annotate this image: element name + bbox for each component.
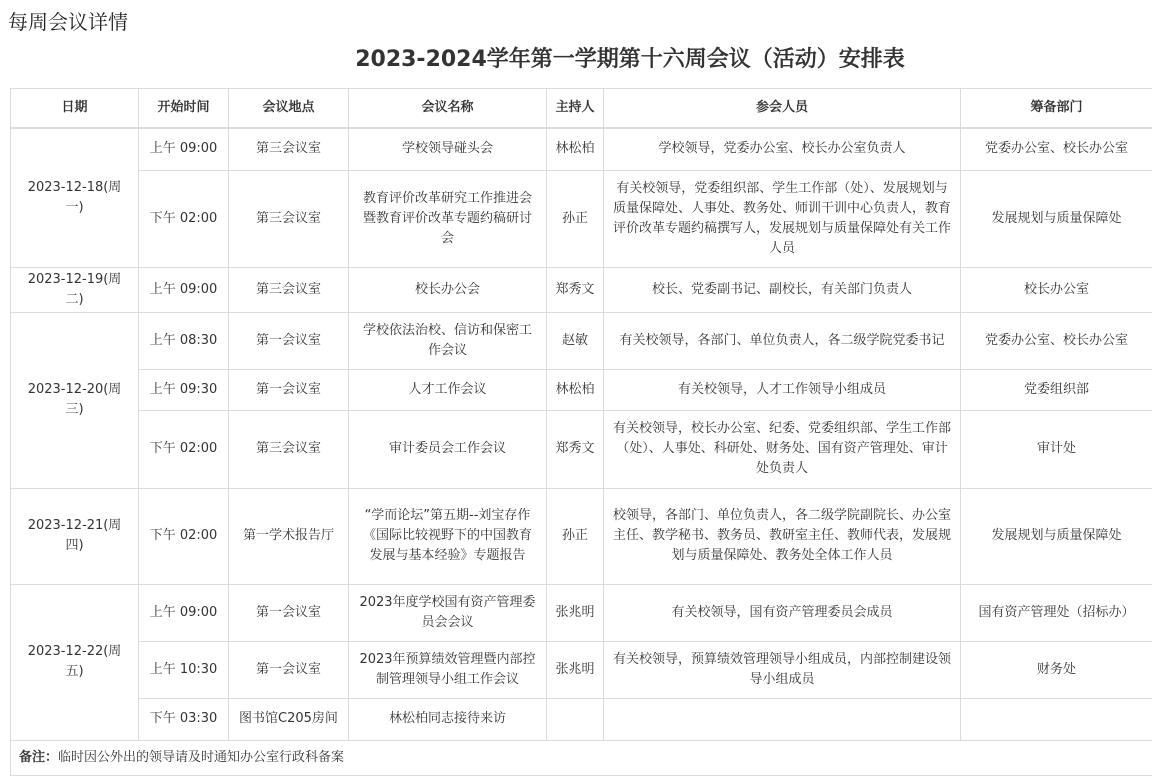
time-cell: 上午 09:00 <box>139 584 229 641</box>
department-cell <box>961 698 1152 740</box>
time-cell: 下午 03:30 <box>139 698 229 740</box>
table-row <box>11 488 1152 584</box>
location-cell: 第一会议室 <box>229 369 349 410</box>
column-header-location: 会议地点 <box>229 89 349 129</box>
host-cell: 张兆明 <box>547 641 604 698</box>
note-text: 临时因公外出的领导请及时通知办公室行政科备案 <box>58 750 344 765</box>
table-row <box>11 170 1152 267</box>
attendees-cell: 有关校领导，各部门、单位负责人，各二级学院党委书记 <box>604 312 961 369</box>
meeting-name-cell: 林松柏同志接待来访 <box>349 698 547 740</box>
location-cell: 第一会议室 <box>229 641 349 698</box>
time-cell: 上午 09:00 <box>139 128 229 170</box>
attendees-cell <box>604 698 961 740</box>
location-cell: 图书馆C205房间 <box>229 698 349 740</box>
meeting-name-cell: 人才工作会议 <box>349 369 547 410</box>
page-header: 每周会议详情 <box>8 6 128 35</box>
host-cell: 赵敏 <box>547 312 604 369</box>
meeting-name-cell: 2023年度学校国有资产管理委员会会议 <box>349 584 547 641</box>
column-header-attendees: 参会人员 <box>604 89 961 129</box>
department-cell: 校长办公室 <box>961 267 1152 312</box>
time-cell: 上午 10:30 <box>139 641 229 698</box>
location-cell: 第三会议室 <box>229 410 349 488</box>
table-row <box>11 410 1152 488</box>
column-header-department: 筹备部门 <box>961 89 1152 129</box>
department-cell: 审计处 <box>961 410 1152 488</box>
time-cell: 上午 09:00 <box>139 267 229 312</box>
schedule-table <box>10 88 1152 776</box>
time-cell: 上午 08:30 <box>139 312 229 369</box>
column-header-date: 日期 <box>11 89 139 129</box>
department-cell: 财务处 <box>961 641 1152 698</box>
note-row <box>11 740 1152 775</box>
table-row <box>11 698 1152 740</box>
host-cell: 孙正 <box>547 170 604 267</box>
host-cell: 林松柏 <box>547 128 604 170</box>
column-header-start-time: 开始时间 <box>139 89 229 129</box>
department-cell: 党委组织部 <box>961 369 1152 410</box>
location-cell: 第一学术报告厅 <box>229 488 349 584</box>
meeting-name-cell: 校长办公会 <box>349 267 547 312</box>
date-cell: 2023-12-22(周五) <box>11 584 139 740</box>
table-header-row <box>11 89 1152 129</box>
meeting-name-cell: 教育评价改革研究工作推进会暨教育评价改革专题约稿研讨会 <box>349 170 547 267</box>
attendees-cell: 学校领导，党委办公室、校长办公室负责人 <box>604 128 961 170</box>
time-cell: 上午 09:30 <box>139 369 229 410</box>
date-cell: 2023-12-19(周二) <box>11 267 139 312</box>
note-label: 备注： <box>19 750 58 765</box>
table-row <box>11 267 1152 312</box>
table-row <box>11 641 1152 698</box>
time-cell: 下午 02:00 <box>139 410 229 488</box>
attendees-cell: 校长、党委副书记、副校长，有关部门负责人 <box>604 267 961 312</box>
meeting-name-cell: 2023年预算绩效管理暨内部控制管理领导小组工作会议 <box>349 641 547 698</box>
department-cell: 党委办公室、校长办公室 <box>961 128 1152 170</box>
attendees-cell: 有关校领导，党委组织部、学生工作部（处）、发展规划与质量保障处、人事处、教务处、师训干训中心负责人，教育评价改革专题约稿撰写人，发展规划与质量保障处有关工作人员 <box>604 170 961 267</box>
location-cell: 第三会议室 <box>229 267 349 312</box>
meeting-name-cell: 学校依法治校、信访和保密工作会议 <box>349 312 547 369</box>
host-cell: 孙正 <box>547 488 604 584</box>
column-header-meeting-name: 会议名称 <box>349 89 547 129</box>
meeting-name-cell: 审计委员会工作会议 <box>349 410 547 488</box>
location-cell: 第三会议室 <box>229 128 349 170</box>
date-cell: 2023-12-20(周三) <box>11 312 139 488</box>
host-cell: 郑秀文 <box>547 410 604 488</box>
time-cell: 下午 02:00 <box>139 488 229 584</box>
host-cell <box>547 698 604 740</box>
table-row <box>11 128 1152 170</box>
host-cell: 郑秀文 <box>547 267 604 312</box>
department-cell: 发展规划与质量保障处 <box>961 170 1152 267</box>
attendees-cell: 有关校领导，人才工作领导小组成员 <box>604 369 961 410</box>
note-cell <box>11 740 1152 775</box>
column-header-host: 主持人 <box>547 89 604 129</box>
department-cell: 发展规划与质量保障处 <box>961 488 1152 584</box>
date-cell: 2023-12-21(周四) <box>11 488 139 584</box>
host-cell: 张兆明 <box>547 584 604 641</box>
table-row <box>11 369 1152 410</box>
table-row <box>11 312 1152 369</box>
date-cell: 2023-12-18(周一) <box>11 128 139 267</box>
time-cell: 下午 02:00 <box>139 170 229 267</box>
attendees-cell: 有关校领导，预算绩效管理领导小组成员，内部控制建设领导小组成员 <box>604 641 961 698</box>
attendees-cell: 校领导，各部门、单位负责人，各二级学院副院长、办公室主任、教学秘书、教务员、教研室主任、教师代表，发展规划与质量保障处、教务处全体工作人员 <box>604 488 961 584</box>
host-cell: 林松柏 <box>547 369 604 410</box>
meeting-name-cell: “学而论坛”第五期--刘宝存作《国际比较视野下的中国教育发展与基本经验》专题报告 <box>349 488 547 584</box>
meeting-name-cell: 学校领导碰头会 <box>349 128 547 170</box>
location-cell: 第一会议室 <box>229 312 349 369</box>
schedule-title: 2023-2024学年第一学期第十六周会议（活动）安排表 <box>0 42 1152 73</box>
attendees-cell: 有关校领导，国有资产管理委员会成员 <box>604 584 961 641</box>
location-cell: 第一会议室 <box>229 584 349 641</box>
attendees-cell: 有关校领导，校长办公室、纪委、党委组织部、学生工作部（处）、人事处、科研处、财务处、国有资产管理处、审计处负责人 <box>604 410 961 488</box>
department-cell: 国有资产管理处（招标办） <box>961 584 1152 641</box>
department-cell: 党委办公室、校长办公室 <box>961 312 1152 369</box>
table-row <box>11 584 1152 641</box>
location-cell: 第三会议室 <box>229 170 349 267</box>
